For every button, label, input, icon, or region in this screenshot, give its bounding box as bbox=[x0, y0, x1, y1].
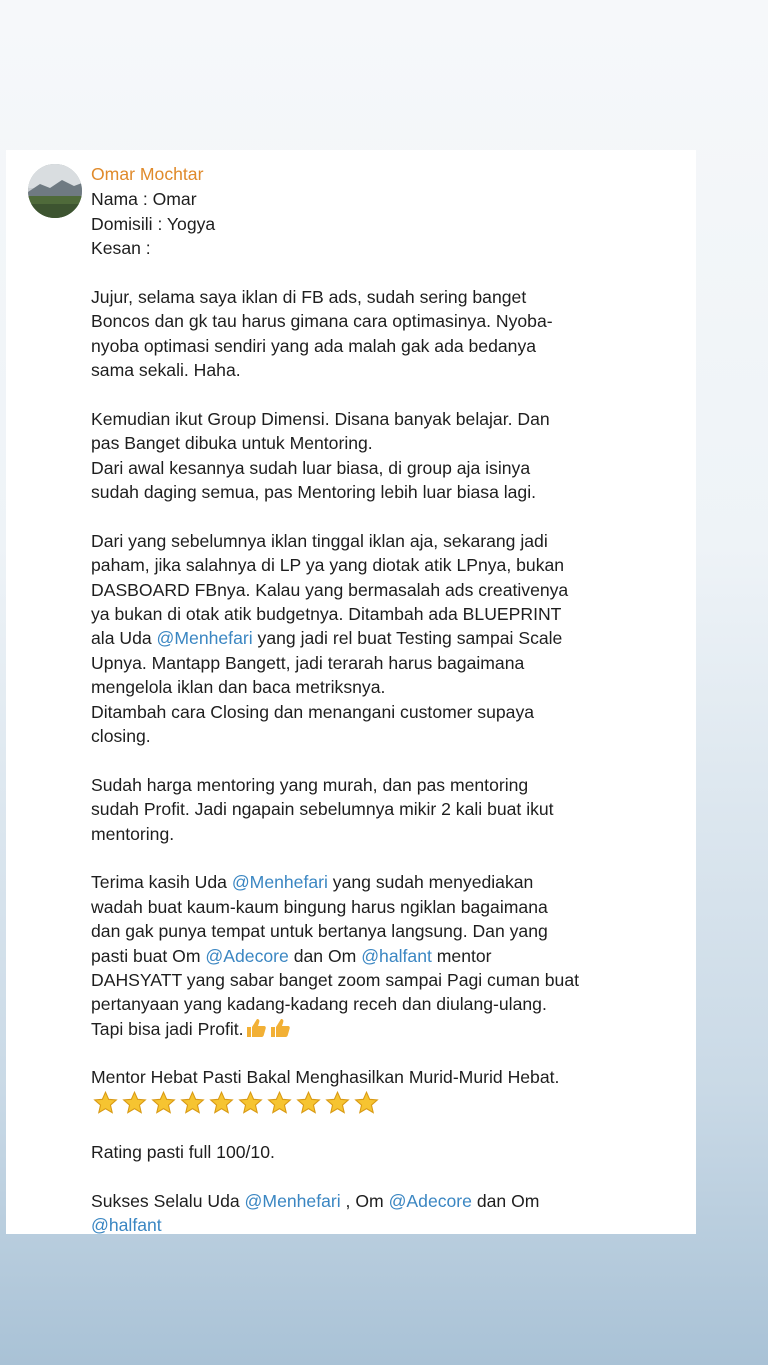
text-line: Kesan : bbox=[91, 238, 151, 259]
text-segment: Terima kasih Uda bbox=[91, 872, 232, 893]
text-line: pas Banget dibuka untuk Mentoring. bbox=[91, 433, 373, 454]
text-line bbox=[91, 1017, 676, 1041]
mention-link[interactable]: @Adecore bbox=[205, 945, 289, 966]
text-line: dan gak punya tempat untuk bertanya langsung. Dan yang bbox=[91, 921, 548, 942]
text-line bbox=[91, 870, 676, 894]
star-icon bbox=[265, 1090, 294, 1116]
star-icon bbox=[120, 1090, 149, 1116]
text-line: sudah Profit. Jadi ngapain sebelumnya mikir 2 kali buat ikut bbox=[91, 799, 554, 820]
text-line: sama sekali. Haha. bbox=[91, 360, 241, 381]
text-segment: , Om bbox=[340, 1191, 389, 1212]
text-line: ya bukan di otak atik budgetnya. Ditambah ada BLUEPRINT bbox=[91, 604, 562, 625]
avatar[interactable] bbox=[28, 164, 82, 218]
text-line: sudah daging semua, pas Mentoring lebih luar biasa lagi. bbox=[91, 482, 537, 503]
thumbs-up-icon bbox=[244, 1019, 292, 1039]
text-line: Kemudian ikut Group Dimensi. Disana banyak belajar. Dan bbox=[91, 408, 550, 429]
mention-link[interactable]: @halfant bbox=[91, 1215, 162, 1234]
text-line: closing. bbox=[91, 726, 151, 746]
text-line bbox=[91, 1189, 676, 1213]
text-segment: ala Uda bbox=[91, 628, 157, 649]
star-icon bbox=[207, 1090, 236, 1116]
text-line: nyoba optimasi sendiri yang ada malah gak ada bedanya bbox=[91, 335, 537, 356]
text-segment: dan Om bbox=[288, 945, 362, 966]
sender-name[interactable]: Omar Mochtar bbox=[91, 164, 204, 184]
text-segment: Tapi bisa jadi Profit. bbox=[91, 1018, 244, 1039]
text-line: mentoring. bbox=[91, 823, 175, 844]
text-segment: dan Om bbox=[471, 1191, 540, 1212]
text-line: Mentor Hebat Pasti Bakal Menghasilkan Murid-Murid Hebat. bbox=[91, 1067, 560, 1088]
text-segment: Sukses Selalu Uda bbox=[91, 1191, 245, 1212]
text-line: Domisili : Yogya bbox=[91, 213, 216, 234]
text-line: pertanyaan yang kadang-kadang receh dan diulang-ulang. bbox=[91, 994, 547, 1015]
text-line: Boncos dan gk tau harus gimana cara optimasinya. Nyoba- bbox=[91, 311, 553, 332]
mention-link[interactable]: @halfant bbox=[361, 945, 432, 966]
text-line: DAHSYATT yang sabar banget zoom sampai Pagi cuman buat bbox=[91, 969, 579, 990]
text-line: Ditambah cara Closing dan menangani customer supaya bbox=[91, 701, 535, 722]
mention-link[interactable]: @Adecore bbox=[388, 1191, 472, 1212]
text-line: Nama : Omar bbox=[91, 189, 197, 210]
star-icon bbox=[294, 1090, 323, 1116]
text-line: Dari yang sebelumnya iklan tinggal iklan aja, sekarang jadi bbox=[91, 530, 548, 551]
mention-link[interactable]: @Menhefari bbox=[156, 628, 253, 649]
text-line: Sudah harga mentoring yang murah, dan pas mentoring bbox=[91, 774, 529, 795]
star-rating bbox=[91, 1090, 676, 1116]
text-line: Dari awal kesannya sudah luar biasa, di group aja isinya bbox=[91, 457, 531, 478]
message-body bbox=[91, 162, 676, 1234]
text-line: Jujur, selama saya iklan di FB ads, sudah sering banget bbox=[91, 286, 527, 307]
text-line bbox=[91, 626, 676, 650]
text-line: Rating pasti full 100/10. bbox=[91, 1142, 275, 1163]
mention-link[interactable]: @Menhefari bbox=[244, 1191, 341, 1212]
text-line: DASBOARD FBnya. Kalau yang bermasalah ads creativenya bbox=[91, 579, 569, 600]
text-line bbox=[91, 1213, 676, 1234]
star-icon bbox=[323, 1090, 352, 1116]
text-segment: yang jadi rel buat Testing sampai Scale bbox=[252, 628, 563, 649]
text-line: wadah buat kaum-kaum bingung harus ngiklan bagaimana bbox=[91, 896, 548, 917]
star-icon bbox=[91, 1090, 120, 1116]
message-card bbox=[6, 150, 696, 1234]
text-line: mengelola iklan dan baca metriksnya. bbox=[91, 677, 386, 698]
mention-link[interactable]: @Menhefari bbox=[231, 872, 328, 893]
text-segment: pasti buat Om bbox=[91, 945, 206, 966]
text-line bbox=[91, 944, 676, 968]
text-segment: mentor bbox=[431, 945, 492, 966]
star-icon bbox=[149, 1090, 178, 1116]
star-icon bbox=[352, 1090, 381, 1116]
star-icon bbox=[178, 1090, 207, 1116]
text-line: Upnya. Mantapp Bangett, jadi terarah harus bagaimana bbox=[91, 652, 525, 673]
star-icon bbox=[236, 1090, 265, 1116]
text-segment: yang sudah menyediakan bbox=[327, 872, 534, 893]
text-line: paham, jika salahnya di LP ya yang diotak atik LPnya, bukan bbox=[91, 555, 565, 576]
